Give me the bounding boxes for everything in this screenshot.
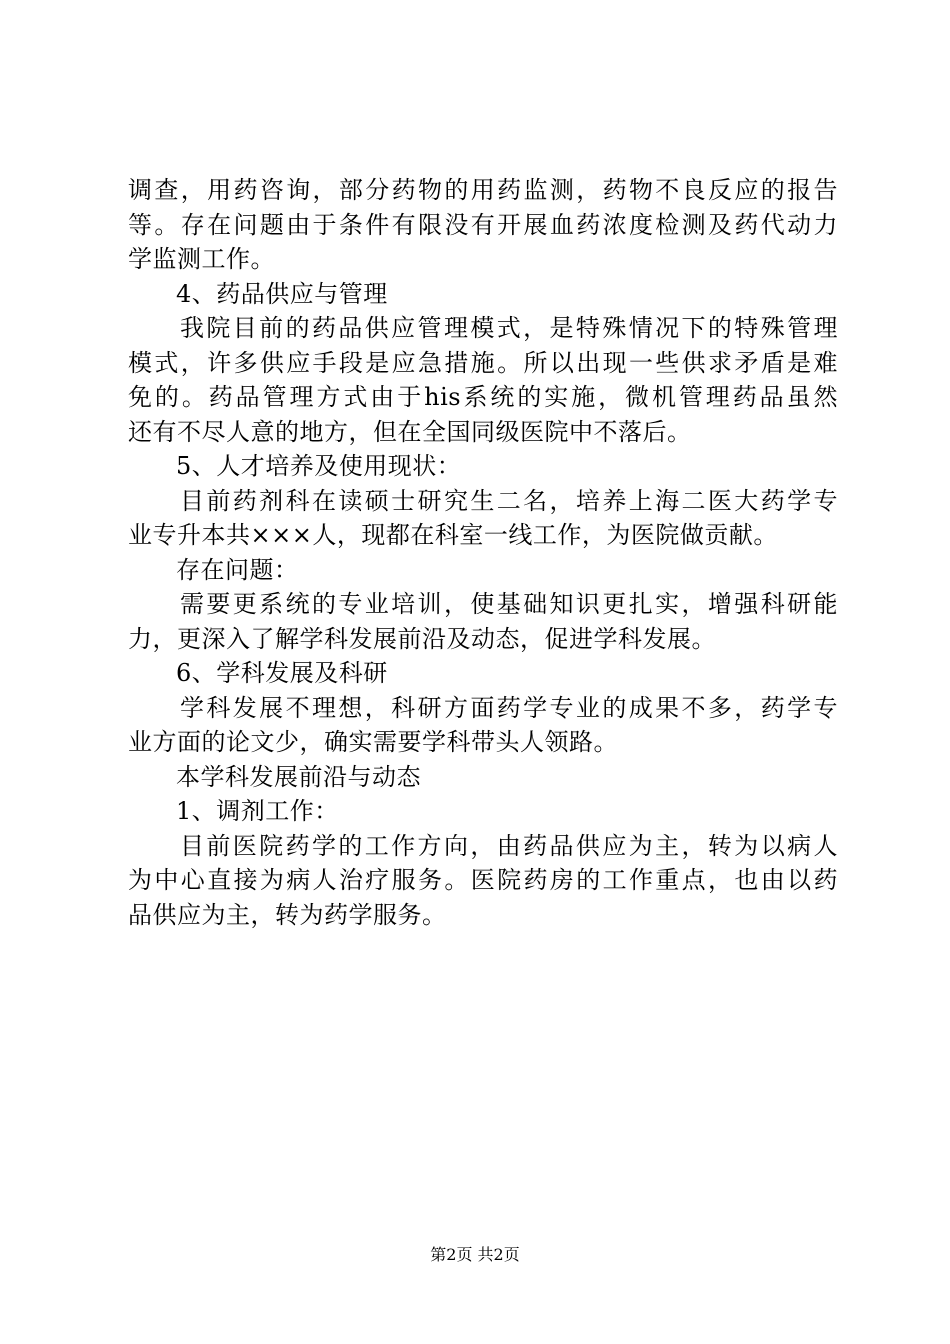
text-line: 业方面的论文少，确实需要学科带头人领路。 [128, 728, 618, 756]
text-line: 力，更深入了解学科发展前沿及动态，促进学科发展。 [128, 624, 716, 653]
text-line: 目前医院药学的工作方向，由药品供应为主，转为以病人 [180, 831, 838, 860]
subheading: 存在问题： [176, 555, 299, 584]
text-line: 等。存在问题由于条件有限没有开展血药浓度检测及药代动力 [128, 210, 838, 239]
text-line: 调查，用药咨询，部分药物的用药监测，药物不良反应的报告 [128, 176, 838, 204]
text-line: 模式，许多供应手段是应急措施。所以出现一些供求矛盾是难 [128, 348, 838, 377]
page-number-footer: 第2页 共2页 [430, 1245, 520, 1264]
section-heading: 5、人才培养及使用现状： [176, 452, 462, 480]
section-heading: 4、药品供应与管理 [176, 279, 388, 308]
text-line: 学监测工作。 [128, 245, 275, 273]
text-line: 目前药剂科在读硕士研究生二名，培养上海二医大药学专 [180, 486, 838, 515]
text-line: 还有不尽人意的地方，但在全国同级医院中不落后。 [128, 417, 692, 446]
document-body [128, 173, 838, 932]
text-line: 我院目前的药品供应管理模式，是特殊情况下的特殊管理 [180, 314, 838, 342]
text-line: 免的。药品管理方式由于his系统的实施，微机管理药品虽然 [128, 383, 838, 411]
section-heading: 1、调剂工作： [176, 797, 339, 825]
text-line: 为中心直接为病人治疗服务。医院药房的工作重点，也由以药 [128, 866, 838, 894]
text-line: 需要更系统的专业培训，使基础知识更扎实，增强科研能 [180, 590, 838, 618]
text-line: 业专升本共×××人，现都在科室一线工作，为医院做贡献。 [128, 521, 778, 549]
section-heading: 6、学科发展及科研 [176, 659, 388, 687]
section-heading: 本学科发展前沿与动态 [176, 762, 421, 791]
text-line: 学科发展不理想，科研方面药学专业的成果不多，药学专 [180, 693, 838, 722]
text-line: 品供应为主，转为药学服务。 [128, 900, 447, 929]
